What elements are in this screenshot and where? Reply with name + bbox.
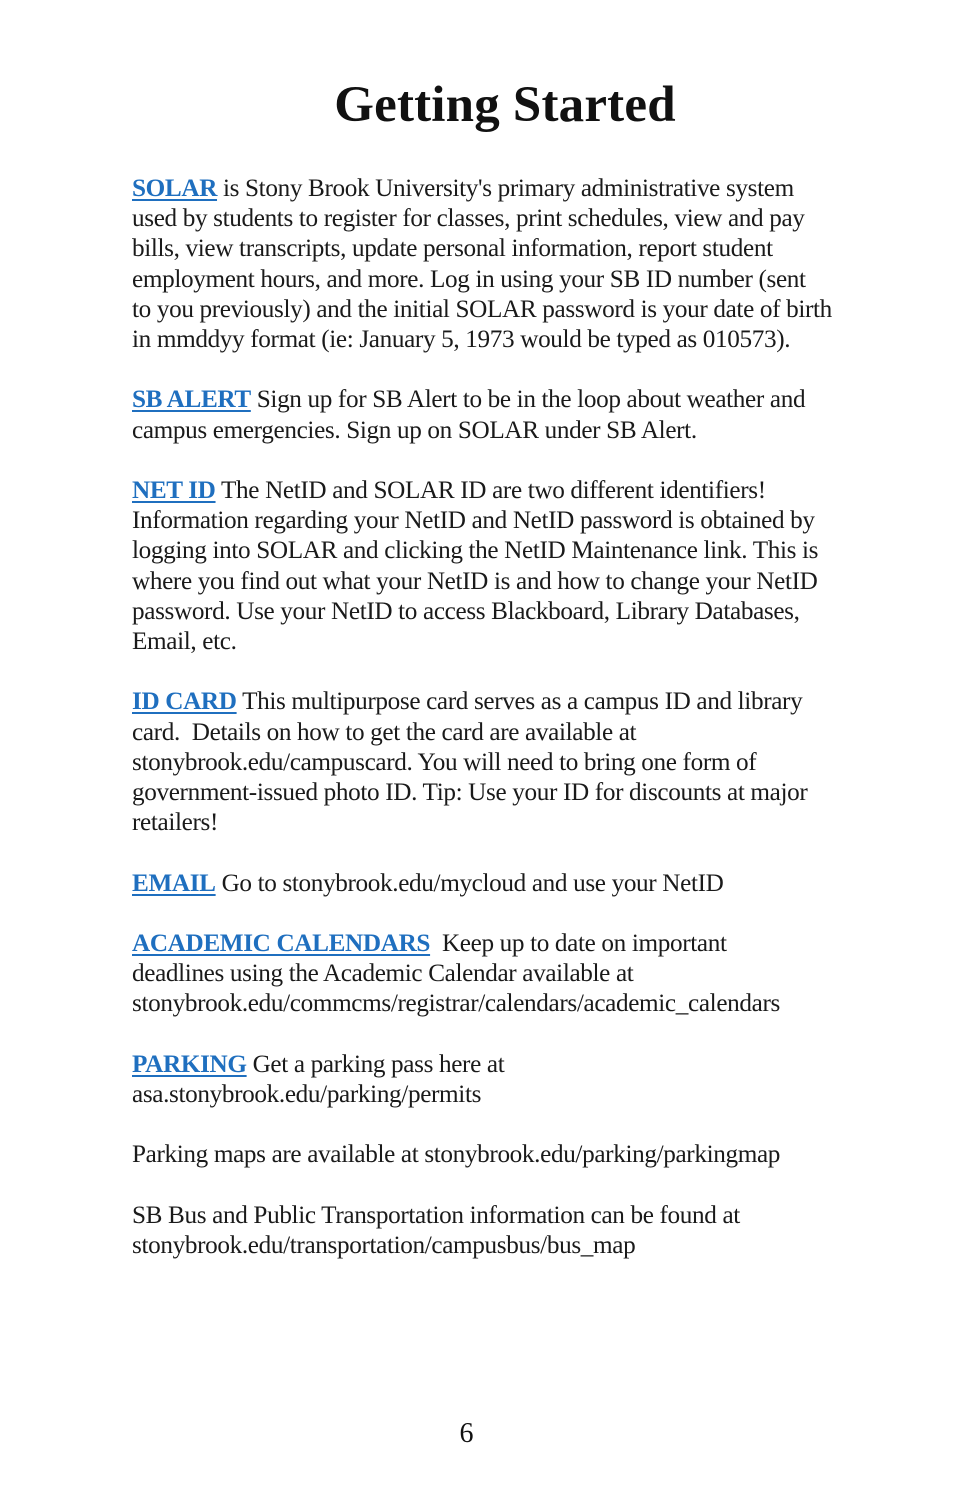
section-text: Go to stonybrook.edu/mycloud and use your NetID [215,869,724,897]
section-text: retailers! [132,809,218,837]
section-net-id [132,476,892,657]
sb-alert-link[interactable]: SB ALERT [132,386,251,414]
section-solar [132,174,892,355]
parking-link[interactable]: PARKING [132,1050,247,1078]
section-text: The NetID and SOLAR ID are two different identifiers! [215,477,766,504]
section-academic-calendars-line [132,929,892,959]
section-bus [132,1201,892,1261]
section-parking [132,1050,892,1110]
section-text: Sign up for SB Alert to be in the loop about weather and [250,386,806,414]
solar-link[interactable]: SOLAR [132,175,218,202]
section-text: Get a parking pass here at [246,1050,505,1078]
section-text: card. Details on how to get the card are available at [132,718,637,746]
page-title: Getting Started [334,77,676,133]
section-parking-maps [132,1140,892,1170]
section-text: where you find out what your NetID is and how to change your NetID [132,567,818,595]
section-net-id-line [132,476,892,506]
section-academic-calendars [132,929,892,1020]
section-text: in mmddyy format (ie: January 5, 1973 would be typed as 010573). [132,326,791,354]
section-text: asa.stonybrook.edu/parking/permits [132,1081,482,1108]
section-text: campus emergencies. Sign up on SOLAR under SB Alert. [132,416,697,444]
section-text: Email, etc. [132,628,237,656]
section-text: government-issued photo ID. Tip: Use your ID for discounts at major [132,779,808,807]
email-link[interactable]: EMAIL [132,869,216,897]
section-email-line [132,869,892,899]
section-text: Parking maps are available at stonybrook.edu/parking/parkingmap [132,1141,781,1169]
section-id-card-line [132,687,892,717]
section-text: used by students to register for classes, print schedules, view and pay [132,205,805,233]
page-number: 6 [459,1418,474,1449]
section-text: password. Use your NetID to access Blackboard, Library Databases, [132,597,800,625]
section-text: logging into SOLAR and clicking the NetID Maintenance link. This is [132,537,819,565]
section-text: deadlines using the Academic Calendar available at [132,960,634,988]
section-text: to you previously) and the initial SOLAR password is your date of birth [132,295,832,323]
net-id-link[interactable]: NET ID [132,477,216,504]
section-text: bills, view transcripts, update personal information, report student [132,235,773,263]
section-text: is Stony Brook University's primary administrative system [217,175,794,202]
section-text: stonybrook.edu/transportation/campusbus/bus_map [132,1231,636,1259]
section-text: This multipurpose card serves as a campus ID and library [236,688,803,716]
id-card-link[interactable]: ID CARD [132,688,237,716]
section-email [132,869,892,899]
section-text: stonybrook.edu/campuscard. You will need to bring one form of [132,748,757,776]
section-solar-line [132,174,892,204]
section-text: stonybrook.edu/commcms/registrar/calendars/academic_calendars [132,990,780,1018]
section-text: Information regarding your NetID and NetID password is obtained by [132,507,815,535]
section-text: Keep up to date on important [430,930,727,957]
section-sb-alert [132,385,892,445]
academic-calendars-link[interactable]: ACADEMIC CALENDARS [132,930,431,957]
section-sb-alert-line [132,385,892,415]
section-id-card [132,687,892,838]
section-parking-line [132,1050,892,1080]
section-text: employment hours, and more. Log in using your SB ID number (sent [132,265,806,293]
section-text: SB Bus and Public Transportation information can be found at [132,1201,740,1229]
page-content [132,174,892,1291]
